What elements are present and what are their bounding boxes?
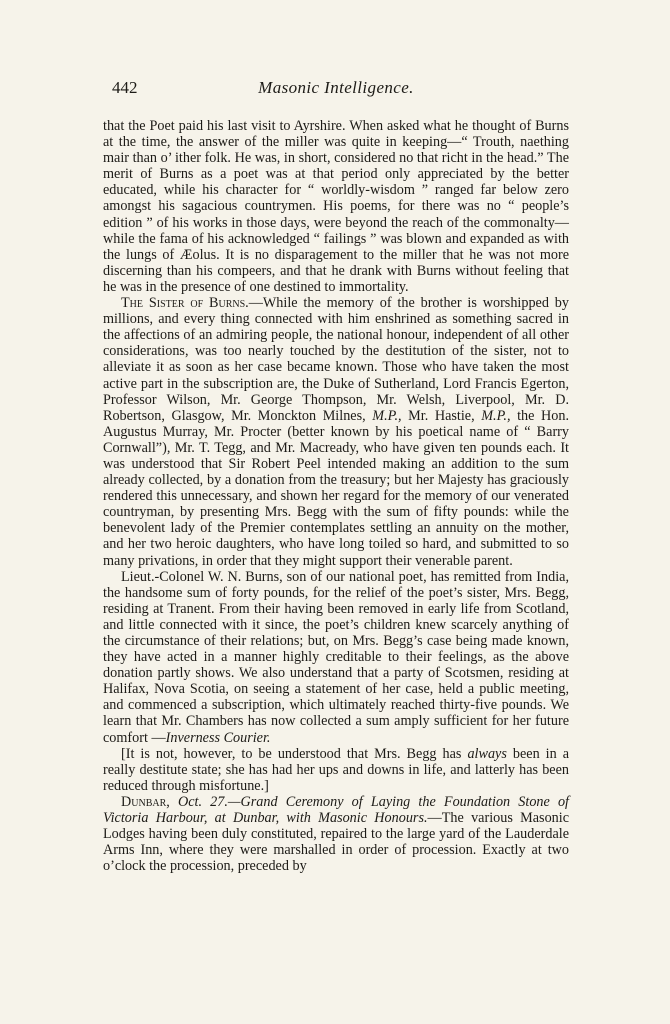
paragraph-burns-visit: that the Poet paid his last visit to Ayrshire. When asked what he thought of Burns at the time, the answer of the miller was quite in keeping—“ Trouth, naething mair than o’ ither folk. He was, in short, considered no that richt in the head.” The merit of Burns as a poet was at that period only appreciated by the better educated, while his character for “ worldly-wisdom ” ranged far below zero amongst his sagacious countrymen. His poems, for there was no “ people’s edition ” of his works in those days, were beyond the reach of the commonalty—while the fama of his acknowledged “ failings ” was blown and expanded as with the lungs of Æolus. It is no disparagement to the miller that he was not more discerning than his compeers, and that he drank with Burns without feeling that he was in the presence of one destined to immortality.: [103, 118, 569, 295]
source-citation: Inverness Courier.: [165, 729, 271, 746]
page-number: 442: [112, 78, 138, 97]
paragraph-sister-of-burns: The Sister of Burns.—While the memory of the brother is worshipped by millions, and every thing connected with him enshrined as something sacred in the affections of an admiring people, the national honour, independent of all other considerations, was too nearly touched by the destitution of the sister, not to alleviate it as soon as her case became known. Those who have taken the most active part in the subscription are, the Duke of Sutherland, Lord Francis Egerton, Professor Wilson, Mr. George Thompson, Mr. Welsh, Liverpool, Mr. D. Robertson, Glasgow, Mr. Monckton Milnes, M.P., Mr. Hastie, M.P., the Hon. Augustus Murray, Mr. Procter (better known by his poetical name of “ Barry Cornwall”), Mr. T. Tegg, and Mr. Macready, who have given ten pounds each. It was understood that Sir Robert Peel intended making an addition to the sum already collected, by a donation from the treasury; but her Majesty has graciously rendered this unnecessary, and shown her regard for the memory of our venerated countryman, by presenting Mrs. Begg with the sum of fifty pounds: while the benevolent lady of the Premier contemplates settling an annuity on the mother, and her two heroic daughters, who have long toiled so hard, and submitted to so many privations, in order that they might support their venerable parent.: [103, 295, 570, 569]
section-heading-sister-of-burns: The Sister of Burns.: [121, 295, 249, 312]
body-text: [103, 118, 569, 874]
page-header: [103, 78, 569, 100]
section-heading-dunbar: Oct. 27.—Grand Ceremony of Laying the Foundation Stone of Victoria Harbour, at Dunbar, with Masonic Honours.: [103, 793, 569, 827]
paragraph-colonel-burns: Lieut.-Colonel W. N. Burns, son of our national poet, has remitted from India, the handsome sum of forty pounds, for the relief of the poet’s sister, Mrs. Begg, residing at Tranent. From their having been removed in early life from Scotland, and little connected with it since, the poet’s children knew scarcely anything of the circumstance of their relations; but, on Mrs. Begg’s case being made known, they have acted in a manner highly creditable to their feelings, as the above donation partly shows. We also understand that a party of Scotsmen, residing at Halifax, Nova Scotia, on seeing a statement of her case, held a public meeting, and commenced a subscription, which ultimately reached thirty-five pounds. We learn that Mr. Chambers has now collected a sum amply sufficient for her future comfort —Inverness Courier.: [103, 568, 569, 746]
paragraph-dunbar-ceremony: Dunbar, Oct. 27.—Grand Ceremony of Laying the Foundation Stone of Victoria Harbour, at Dunbar, with Masonic Honours.—The various Masonic Lodges having been duly constituted, repaired to the large yard of the Lauderdale Arms Inn, where they were marshalled in order of procession. Exactly at two o’clock the procession, preceded by: [103, 793, 569, 875]
dateline-dunbar: Dunbar,: [121, 793, 170, 810]
running-title: Masonic Intelligence.: [258, 78, 414, 97]
paragraph-editorial-note: [It is not, however, to be understood that Mrs. Begg has always been in a really destitute state; she has had her ups and downs in life, and latterly has been reduced through misfortune.]: [103, 745, 570, 794]
